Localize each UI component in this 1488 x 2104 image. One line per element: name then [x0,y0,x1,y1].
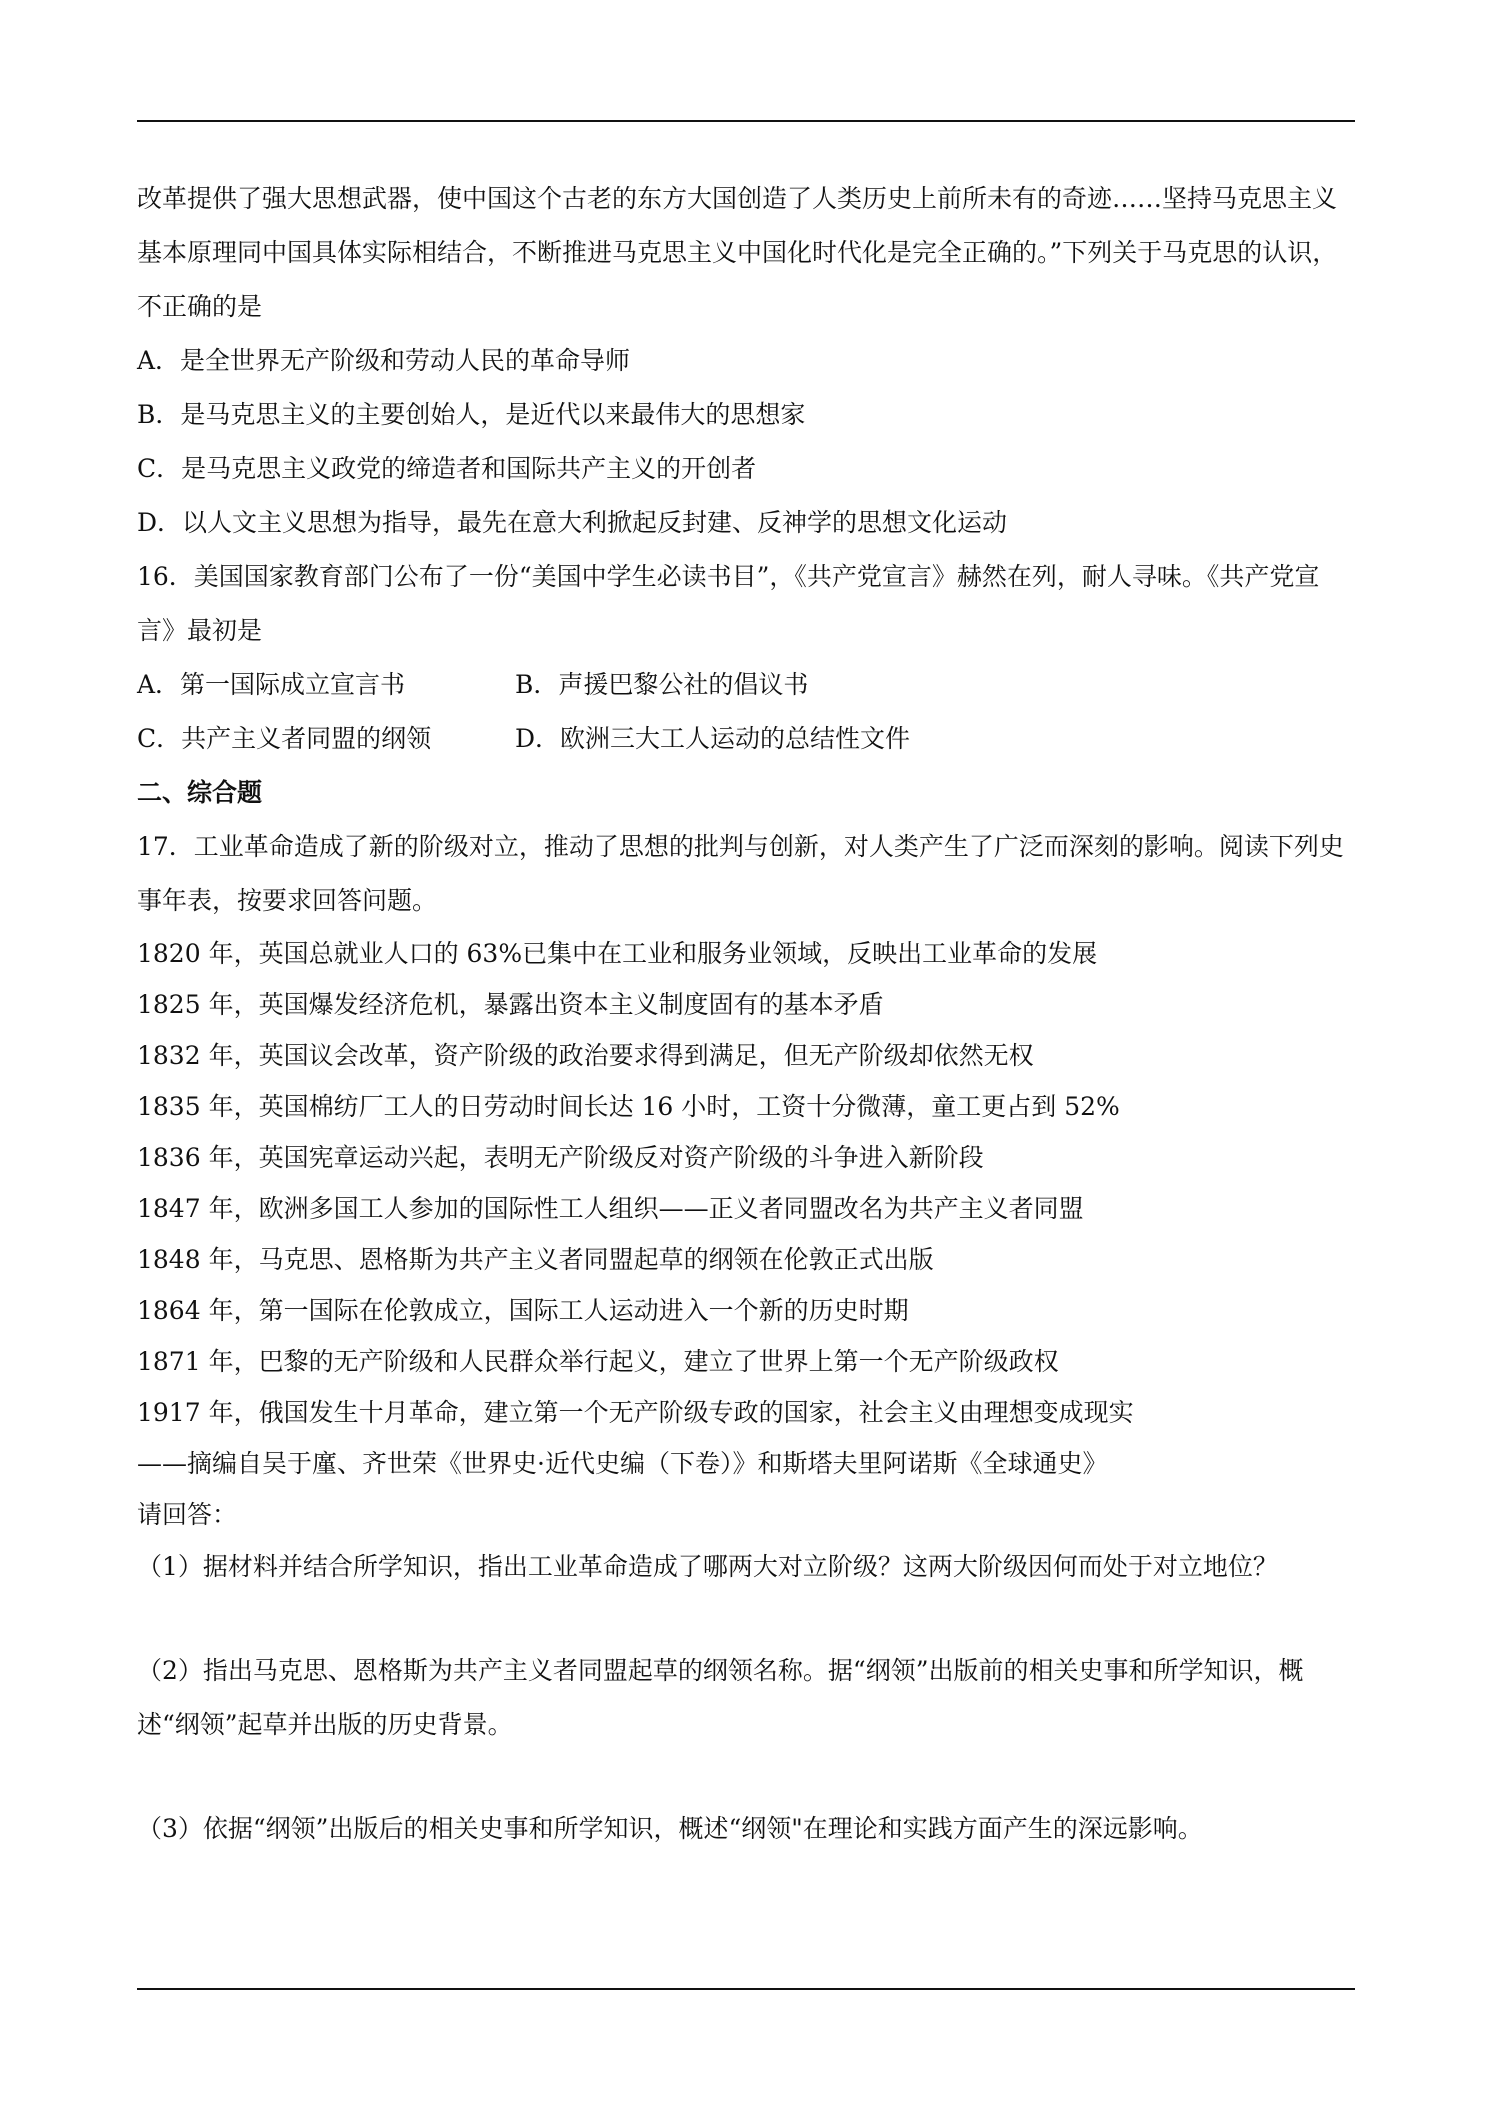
page-content [137,172,1355,1856]
q16-option-a: A．第一国际成立宣言书 [137,670,406,699]
q15-option-b: B．是马克思主义的主要创始人，是近代以来最伟大的思想家 [137,400,806,429]
q16-option-b: B．声援巴黎公社的倡议书 [515,670,809,699]
timeline-entry: 1848 年，马克思、恩格斯为共产主义者同盟起草的纲领在伦敦正式出版 [137,1245,934,1274]
timeline-entry: 1871 年，巴黎的无产阶级和人民群众举行起义，建立了世界上第一个无产阶级政权 [137,1347,1059,1376]
q16-option-d: D．欧洲三大工人运动的总结性文件 [515,724,911,753]
q17-sub1: （1）据材料并结合所学知识，指出工业革命造成了哪两大对立阶级？这两大阶级因何而处于对立地位？ [137,1552,1278,1581]
q17-sub3: （3）依据“纲领”出版后的相关史事和所学知识，概述“纲领"在理论和实践方面产生的深远影响。 [137,1814,1203,1843]
q15-option-a: A．是全世界无产阶级和劳动人民的革命导师 [137,346,631,375]
timeline-entry: 1917 年，俄国发生十月革命，建立第一个无产阶级专政的国家，社会主义由理想变成现实 [137,1398,1134,1427]
q17-sub2: （2）指出马克思、恩格斯为共产主义者同盟起草的纲领名称。据“纲领”出版前的相关史事和所学知识，概述“纲领”起草并出版的历史背景。 [137,1656,1304,1739]
q15-option-d: D．以人文主义思想为指导，最先在意大利掀起反封建、反神学的思想文化运动 [137,508,1008,537]
timeline-source: ——摘编自吴于廑、齐世荣《世界史·近代史编（下卷）》和斯塔夫里阿诺斯《全球通史》 [137,1449,1108,1478]
q15-stem: 改革提供了强大思想武器，使中国这个古老的东方大国创造了人类历史上前所未有的奇迹……坚持马克思主义基本原理同中国具体实际相结合，不断推进马克思主义中国化时代化是完全正确的。”下列关于马克思的认识，不正确的是 [137,184,1338,321]
header-rule [137,120,1355,122]
q16-option-c: C．共产主义者同盟的纲领 [137,724,432,753]
timeline-entry: 1847 年，欧洲多国工人参加的国际性工人组织——正义者同盟改名为共产主义者同盟 [137,1194,1084,1223]
q17-intro: 17．工业革命造成了新的阶级对立，推动了思想的批判与创新，对人类产生了广泛而深刻的影响。阅读下列史事年表，按要求回答问题。 [137,832,1344,915]
q16-stem: 16．美国国家教育部门公布了一份“美国中学生必读书目”，《共产党宣言》赫然在列，耐人寻味。《共产党宣言》最初是 [137,562,1320,645]
timeline-entry: 1825 年，英国爆发经济危机，暴露出资本主义制度固有的基本矛盾 [137,990,884,1019]
timeline-entry: 1864 年，第一国际在伦敦成立，国际工人运动进入一个新的历史时期 [137,1296,909,1325]
section-title: 二、综合题 [137,778,263,807]
answer-space [137,1594,1355,1644]
timeline-entry: 1836 年，英国宪章运动兴起，表明无产阶级反对资产阶级的斗争进入新阶段 [137,1143,984,1172]
answer-prompt: 请回答： [137,1500,238,1529]
q15-option-c: C．是马克思主义政党的缔造者和国际共产主义的开创者 [137,454,757,483]
q17-timeline [137,928,1355,1540]
q16-options-row2 [137,712,1355,766]
timeline-entry: 1832 年，英国议会改革，资产阶级的政治要求得到满足，但无产阶级却依然无权 [137,1041,1034,1070]
timeline-entry: 1820 年，英国总就业人口的 63%已集中在工业和服务业领域，反映出工业革命的发展 [137,939,1098,968]
timeline-entry: 1835 年，英国棉纺厂工人的日劳动时间长达 16 小时，工资十分微薄，童工更占到 52% [137,1092,1120,1121]
answer-space [137,1752,1355,1802]
footer-rule [137,1988,1355,1990]
q16-options-row1 [137,658,1355,712]
